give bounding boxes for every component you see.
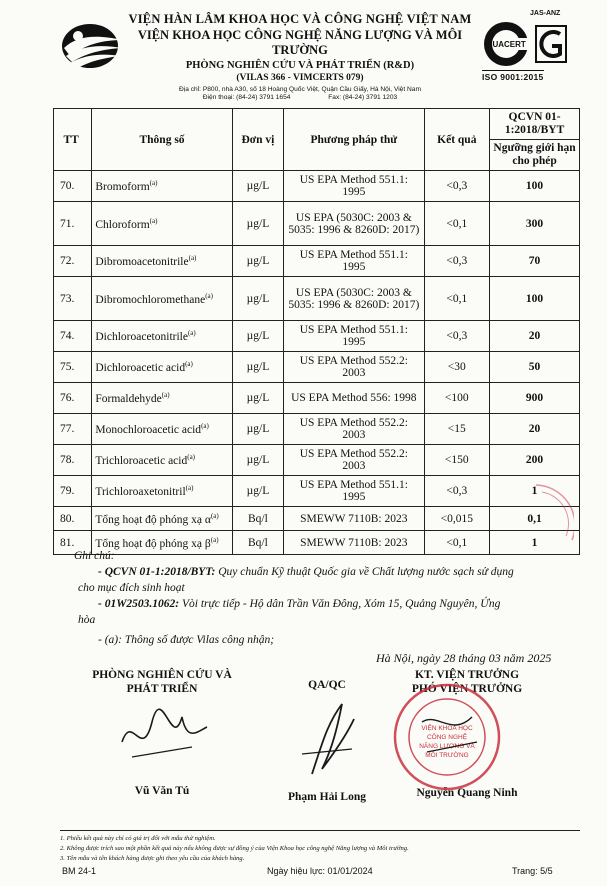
document-header: [0, 0, 607, 100]
row-param: [92, 507, 232, 531]
form-code: BM 24-1: [62, 866, 97, 876]
row-method: US EPA (5030C: 2003 & 5035: 1996 & 8260D: 2017): [284, 277, 424, 321]
param-name: Trichloroacetic acid: [95, 454, 188, 467]
row-unit: Bq/l: [232, 531, 283, 555]
iso-label: ISO 9001:2015: [482, 72, 544, 82]
header-unit: Đơn vị: [232, 109, 283, 171]
signature-middle-icon: [282, 694, 372, 784]
note-standard: [74, 564, 564, 580]
signature-middle: [272, 678, 382, 803]
certification-badge: [482, 10, 574, 80]
row-param: [92, 352, 232, 383]
row-param: [92, 414, 232, 445]
param-accredited-mark: (a): [149, 179, 158, 188]
sig-right-title1: KT. VIỆN TRƯỞNG: [414, 669, 520, 681]
param-name: Tổng hoạt độ phóng xạ α: [95, 513, 211, 526]
issue-date: Hà Nội, ngày 28 tháng 03 năm 2025: [376, 651, 552, 665]
sig-mid-name: Phạm Hải Long: [288, 791, 366, 803]
row-param: [92, 321, 232, 352]
contact-line: [120, 94, 480, 101]
row-param: [92, 202, 232, 246]
note-sample-text: Vòi trực tiếp - Hộ dân Trần Văn Đông, Xóm 15, Quảng Nguyên, Ứng: [179, 598, 501, 610]
note-sample-code: - 01W2503.1062:: [98, 598, 180, 610]
header-result: Kết quả: [424, 109, 490, 171]
row-limit: 1: [490, 476, 580, 507]
row-method: US EPA Method 552.2: 2003: [284, 352, 424, 383]
row-limit: 100: [490, 171, 580, 202]
param-name: Dichloroacetonitrile: [95, 330, 188, 343]
row-tt: 78.: [54, 445, 92, 476]
notes-section: [74, 548, 564, 648]
row-result: <0,3: [424, 171, 490, 202]
param-accredited-mark: (a): [210, 535, 219, 544]
row-unit: µg/L: [232, 383, 283, 414]
footnote-3: 3. Tên mẫu và tên khách hàng được ghi theo yêu cầu của khách hàng.: [60, 855, 245, 862]
header-method: Phương pháp thử: [284, 109, 424, 171]
row-limit: 20: [490, 414, 580, 445]
table-row: [54, 507, 580, 531]
department-name: PHÒNG NGHIÊN CỨU VÀ PHÁT TRIỂN (R&D): [185, 60, 415, 71]
param-accredited-mark: (a): [185, 484, 194, 493]
header-tt: TT: [54, 109, 92, 171]
row-result: <100: [424, 383, 490, 414]
param-name: Tổng hoạt độ phóng xạ β: [95, 537, 211, 550]
row-tt: 72.: [54, 246, 92, 277]
footnote-1: 1. Phiếu kết quả này chỉ có giá trị đối với mẫu thử nghiệm.: [60, 835, 216, 842]
row-unit: µg/L: [232, 445, 283, 476]
table-row: [54, 445, 580, 476]
address: Địa chỉ: P800, nhà A30, số 18 Hoàng Quốc Việt, Quận Cầu Giấy, Hà Nội, Việt Nam: [179, 86, 421, 93]
row-unit: µg/L: [232, 202, 283, 246]
row-tt: 70.: [54, 171, 92, 202]
note-standard-cont: cho mục đích sinh hoạt: [78, 582, 185, 594]
row-tt: 81.: [54, 531, 92, 555]
row-limit: 50: [490, 352, 580, 383]
note-sample: [74, 596, 564, 612]
table-row: [54, 321, 580, 352]
param-accredited-mark: (a): [210, 511, 219, 520]
svg-text:MÔI TRƯỜNG: MÔI TRƯỜNG: [425, 752, 469, 759]
param-accredited-mark: (a): [188, 254, 197, 263]
row-unit: µg/L: [232, 246, 283, 277]
effective-date: Ngày hiệu lực: 01/01/2024: [267, 866, 373, 876]
notes-title: Ghi chú:: [74, 550, 115, 562]
header-limit: [490, 109, 580, 171]
row-param: [92, 476, 232, 507]
row-result: <0,3: [424, 246, 490, 277]
header-limit-threshold: Ngưỡng giới hạn cho phép: [493, 142, 576, 167]
row-unit: µg/L: [232, 352, 283, 383]
param-accredited-mark: (a): [185, 360, 193, 369]
sig-mid-title: QA/QC: [308, 679, 346, 691]
row-limit: 1: [490, 531, 580, 555]
table-row: [54, 277, 580, 321]
param-name: Monochloroacetic acid: [95, 423, 202, 436]
param-name: Dibromochloromethane: [95, 293, 206, 306]
row-limit: 70: [490, 246, 580, 277]
results-table: [53, 108, 580, 555]
svg-text:VIỆN KHOA HỌC: VIỆN KHOA HỌC: [421, 725, 473, 732]
row-method: US EPA Method 552.2: 2003: [284, 414, 424, 445]
row-method: US EPA Method 552.2: 2003: [284, 445, 424, 476]
param-name: Trichloroaxetonitril: [95, 485, 186, 498]
row-method: US EPA Method 556: 1998: [284, 383, 424, 414]
row-tt: 74.: [54, 321, 92, 352]
param-accredited-mark: (a): [149, 216, 158, 225]
row-result: <0,3: [424, 321, 490, 352]
row-result: <15: [424, 414, 490, 445]
row-limit: 20: [490, 321, 580, 352]
param-name: Dibromoacetonitrile: [95, 255, 189, 268]
row-method: US EPA Method 551.1: 1995: [284, 246, 424, 277]
footnotes: [60, 830, 580, 864]
param-accredited-mark: (a): [205, 291, 213, 300]
sig-right-title2: PHÓ VIỆN TRƯỞNG: [411, 683, 523, 695]
row-result: <30: [424, 352, 490, 383]
table-header-row: [54, 109, 580, 171]
row-result: <0,3: [424, 476, 490, 507]
param-name: Dichloroacetic acid: [95, 361, 186, 374]
table-row: [54, 202, 580, 246]
svg-text:NĂNG LƯỢNG VÀ: NĂNG LƯỢNG VÀ: [419, 743, 475, 750]
quacert-text: QUACERT: [486, 40, 526, 49]
param-name: Bromoform: [95, 180, 150, 193]
row-unit: µg/L: [232, 277, 283, 321]
param-accredited-mark: (a): [161, 391, 170, 400]
page-seal-icon: [534, 480, 574, 550]
row-tt: 80.: [54, 507, 92, 531]
sig-left-title1: PHÒNG NGHIÊN CỨU VÀ: [92, 669, 232, 681]
row-method: US EPA Method 551.1: 1995: [284, 171, 424, 202]
row-result: <0,1: [424, 277, 490, 321]
table-row: [54, 352, 580, 383]
row-method: US EPA Method 551.1: 1995: [284, 321, 424, 352]
row-unit: µg/L: [232, 476, 283, 507]
table-row: [54, 414, 580, 445]
row-method: SMEWW 7110B: 2023: [284, 507, 424, 531]
row-tt: 73.: [54, 277, 92, 321]
note-standard-code: - QCVN 01-1:2018/BYT:: [98, 566, 216, 578]
row-result: <0,1: [424, 531, 490, 555]
param-accredited-mark: (a): [187, 453, 196, 462]
signature-left-icon: [102, 702, 222, 772]
row-param: [92, 445, 232, 476]
row-tt: 75.: [54, 352, 92, 383]
institute-logo-icon: [56, 18, 126, 74]
organization-block: [120, 12, 480, 101]
row-param: [92, 246, 232, 277]
param-accredited-mark: (a): [187, 329, 196, 338]
table-row: [54, 476, 580, 507]
fax: Fax: (84-24) 3791 1203: [328, 94, 398, 101]
row-unit: µg/L: [232, 414, 283, 445]
svg-text:CÔNG NGHỆ: CÔNG NGHỆ: [426, 734, 468, 741]
row-param: [92, 383, 232, 414]
signature-left: [62, 668, 262, 797]
table-row: [54, 246, 580, 277]
row-method: US EPA (5030C: 2003 & 5035: 1996 & 8260D: 2017): [284, 202, 424, 246]
param-name: Chloroform: [95, 218, 150, 231]
row-method: US EPA Method 551.1: 1995: [284, 476, 424, 507]
official-stamp-icon: [392, 682, 502, 792]
row-result: <150: [424, 445, 490, 476]
header-param: Thông số: [92, 109, 232, 171]
row-limit: 300: [490, 202, 580, 246]
row-limit: 0,1: [490, 507, 580, 531]
phone: Điện thoại: (84-24) 3791 1654: [202, 94, 291, 101]
table-body: [54, 171, 580, 555]
quacert-logo-icon: [482, 16, 574, 74]
row-tt: 76.: [54, 383, 92, 414]
sig-right-name: Nguyễn Quang Ninh: [416, 787, 518, 799]
note-vilas: - (a): Thông số được Vilas công nhận;: [98, 634, 275, 646]
table-row: [54, 383, 580, 414]
jas-anz-label: JAS-ANZ: [530, 10, 561, 17]
row-unit: Bq/l: [232, 507, 283, 531]
row-unit: µg/L: [232, 321, 283, 352]
row-param: [92, 171, 232, 202]
org-line2: VIỆN KHOA HỌC CÔNG NGHỆ NĂNG LƯỢNG VÀ MÔI TRƯỜNG: [137, 28, 463, 57]
note-sample-cont: hòa: [78, 614, 96, 626]
row-result: <0,015: [424, 507, 490, 531]
sig-left-name: Vũ Văn Tú: [134, 785, 190, 797]
row-limit: 100: [490, 277, 580, 321]
note-standard-text: Quy chuẩn Kỹ thuật Quốc gia về Chất lượng nước sạch sử dụng: [215, 566, 514, 578]
row-result: <0,1: [424, 202, 490, 246]
row-tt: 71.: [54, 202, 92, 246]
param-accredited-mark: (a): [201, 422, 209, 431]
table-row: [54, 171, 580, 202]
row-limit: 200: [490, 445, 580, 476]
org-line1: VIỆN HÀN LÂM KHOA HỌC VÀ CÔNG NGHỆ VIỆT NAM: [128, 12, 472, 26]
param-name: Formaldehyde: [95, 392, 162, 405]
row-limit: 900: [490, 383, 580, 414]
accreditation-codes: (VILAS 366 - VIMCERTS 079): [236, 73, 364, 83]
footnote-2: 2. Không được trích sao một phần kết quả này nếu không được sự đồng ý của Viện Khoa học công nghệ Năng lượng và Môi trường.: [60, 845, 409, 852]
row-tt: 79.: [54, 476, 92, 507]
row-unit: µg/L: [232, 171, 283, 202]
row-param: [92, 277, 232, 321]
page-number: Trang: 5/5: [512, 866, 553, 876]
sig-left-title2: PHÁT TRIỂN: [126, 683, 198, 695]
header-limit-standard: QCVN 01-1:2018/BYT: [490, 109, 579, 140]
row-method: SMEWW 7110B: 2023: [284, 531, 424, 555]
row-tt: 77.: [54, 414, 92, 445]
